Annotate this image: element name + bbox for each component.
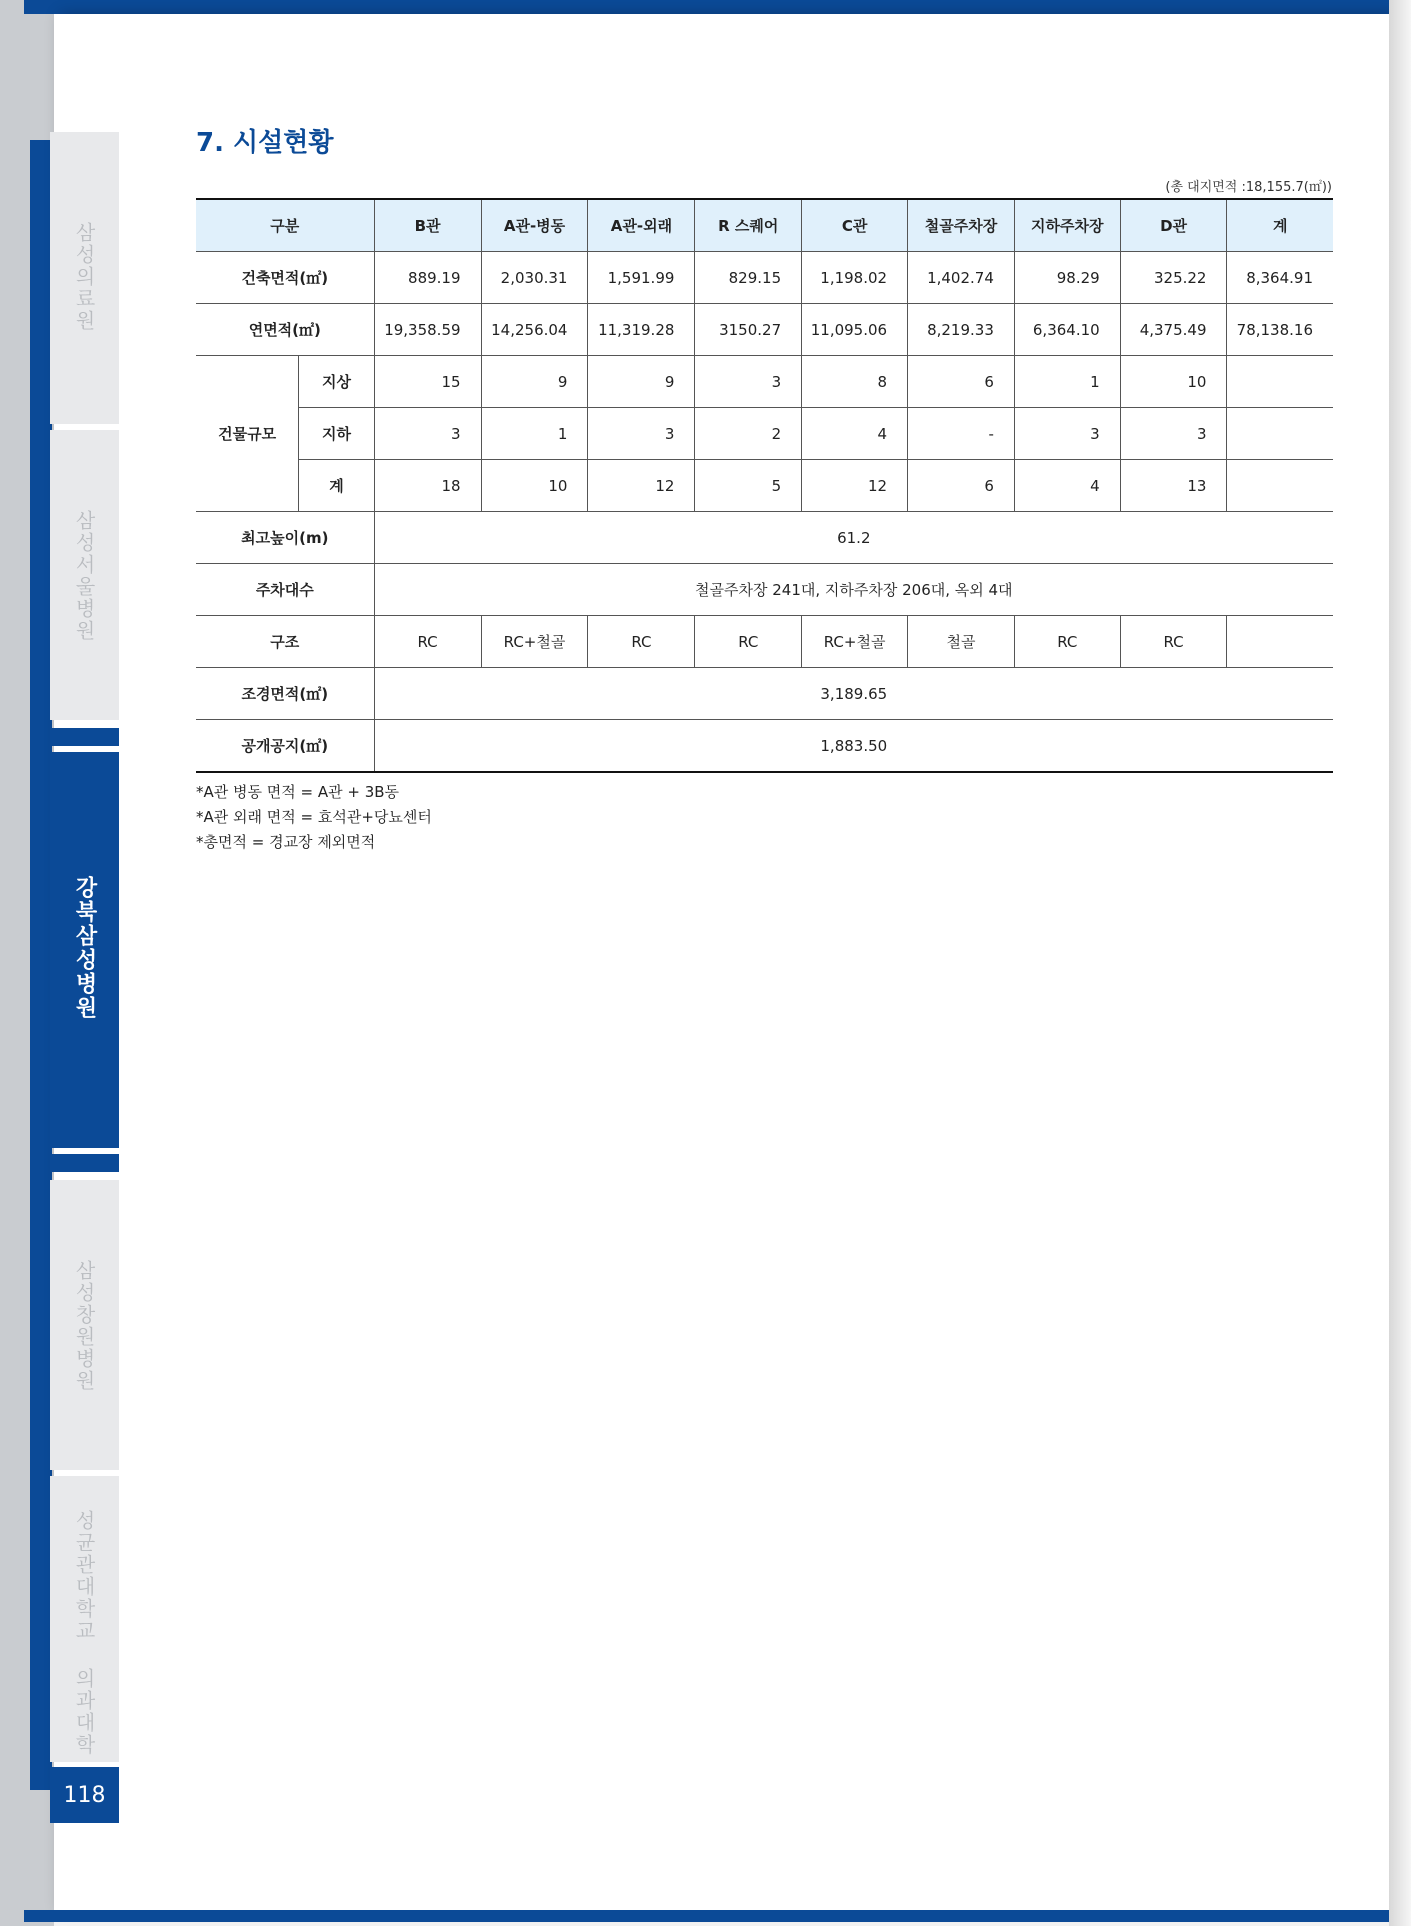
header-cell: 철골주차장	[908, 199, 1015, 252]
table-cell: 3	[374, 408, 481, 460]
side-tab-label: 삼성의료원	[72, 222, 96, 332]
table-cell	[1227, 460, 1333, 512]
table-cell: RC	[695, 616, 802, 668]
header-cell: 지하주차장	[1014, 199, 1120, 252]
table-cell: RC	[374, 616, 481, 668]
side-tab-skku-medicine[interactable]	[50, 1476, 119, 1762]
table-cell: 61.2	[374, 512, 1333, 564]
table-cell: 9	[588, 356, 695, 408]
side-tab-samsung-medical-center[interactable]	[50, 132, 119, 424]
table-row	[196, 720, 1333, 773]
row-sublabel: 계	[299, 460, 374, 512]
footnote: *A관 병동 면적 = A관 + 3B동	[196, 783, 400, 801]
table-row	[196, 616, 1333, 668]
table-cell: 2,030.31	[481, 252, 588, 304]
table-cell: -	[908, 408, 1015, 460]
tab-divider	[50, 728, 119, 746]
table-cell	[1227, 408, 1333, 460]
side-tab-samsung-seoul-hospital[interactable]	[50, 430, 119, 720]
table-cell: 3	[588, 408, 695, 460]
bottom-border	[24, 1910, 1411, 1922]
row-group-label: 건물규모	[196, 356, 299, 512]
facility-status-table	[196, 198, 1333, 773]
spine-accent	[30, 140, 52, 1790]
table-row	[196, 460, 1333, 512]
table-cell: 829.15	[695, 252, 802, 304]
table-cell: 철골	[908, 616, 1015, 668]
row-label: 주차대수	[196, 564, 374, 616]
table-row	[196, 564, 1333, 616]
side-tab-label: 성균관대학교 의과대학	[72, 1510, 96, 1756]
table-cell: 4,375.49	[1120, 304, 1227, 356]
table-row	[196, 512, 1333, 564]
table-cell: 12	[802, 460, 908, 512]
row-sublabel: 지상	[299, 356, 374, 408]
table-cell: 12	[588, 460, 695, 512]
footnote: *A관 외래 면적 = 효석관+당뇨센터	[196, 808, 432, 826]
page-title: 7. 시설현황	[196, 128, 334, 158]
table-cell: 5	[695, 460, 802, 512]
table-cell	[1227, 356, 1333, 408]
table-cell: 889.19	[374, 252, 481, 304]
header-cell: A관-외래	[588, 199, 695, 252]
table-row	[196, 304, 1333, 356]
header-cell: C관	[802, 199, 908, 252]
side-tab-samsung-changwon-hospital[interactable]	[50, 1180, 119, 1470]
side-tab-label: 삼성서울병원	[72, 510, 96, 642]
page-edge-shadow	[1389, 0, 1411, 1926]
tab-divider	[50, 1154, 119, 1172]
table-row	[196, 252, 1333, 304]
table-cell: 3,189.65	[374, 668, 1333, 720]
table-cell: 3	[1120, 408, 1227, 460]
row-label: 조경면적(㎡)	[196, 668, 374, 720]
table-cell: RC	[1120, 616, 1227, 668]
table-cell: RC	[588, 616, 695, 668]
row-label: 공개공지(㎡)	[196, 720, 374, 773]
table-row	[196, 668, 1333, 720]
table-cell: 10	[481, 460, 588, 512]
table-cell: 1,402.74	[908, 252, 1015, 304]
table-cell: 2	[695, 408, 802, 460]
row-label: 건축면적(㎡)	[196, 252, 374, 304]
footnotes	[196, 780, 432, 855]
row-label: 연면적(㎡)	[196, 304, 374, 356]
table-cell: 11,319.28	[588, 304, 695, 356]
table-cell: 1,198.02	[802, 252, 908, 304]
table-cell: 8,364.91	[1227, 252, 1333, 304]
header-cell: R 스퀘어	[695, 199, 802, 252]
table-cell: 1	[481, 408, 588, 460]
side-tab-label: 강북삼성병원	[72, 876, 97, 1020]
table-cell: 8,219.33	[908, 304, 1015, 356]
table-cell: 6	[908, 460, 1015, 512]
table-cell: 78,138.16	[1227, 304, 1333, 356]
table-cell: 8	[802, 356, 908, 408]
total-site-area-note: (총 대지면적 :18,155.7(㎡))	[1165, 180, 1332, 195]
table-cell: 3	[1014, 408, 1120, 460]
header-cell: D관	[1120, 199, 1227, 252]
table-cell: 19,358.59	[374, 304, 481, 356]
table-cell: 6	[908, 356, 1015, 408]
table-header-row	[196, 199, 1333, 252]
table-cell: 1	[1014, 356, 1120, 408]
page-number: 118	[50, 1767, 119, 1823]
header-cell: 계	[1227, 199, 1333, 252]
table-cell: 13	[1120, 460, 1227, 512]
table-cell: 철골주차장 241대, 지하주차장 206대, 옥외 4대	[374, 564, 1333, 616]
header-cell: B관	[374, 199, 481, 252]
table-cell: 3150.27	[695, 304, 802, 356]
table-cell: 18	[374, 460, 481, 512]
table-cell: 11,095.06	[802, 304, 908, 356]
table-cell: 3	[695, 356, 802, 408]
footnote: *총면적 = 경교장 제외면적	[196, 833, 376, 851]
table-cell: 325.22	[1120, 252, 1227, 304]
table-cell: 9	[481, 356, 588, 408]
table-cell	[1227, 616, 1333, 668]
row-label: 최고높이(m)	[196, 512, 374, 564]
header-cell: A관-병동	[481, 199, 588, 252]
table-cell: 15	[374, 356, 481, 408]
table-cell: 10	[1120, 356, 1227, 408]
table-cell: 6,364.10	[1014, 304, 1120, 356]
table-row	[196, 356, 1333, 408]
side-tab-kangbuk-samsung-hospital[interactable]	[50, 752, 119, 1148]
table-cell: 1,883.50	[374, 720, 1333, 773]
table-cell: RC	[1014, 616, 1120, 668]
header-cell: 구분	[196, 199, 374, 252]
table-cell: RC+철골	[481, 616, 588, 668]
table-cell: RC+철골	[802, 616, 908, 668]
table-cell: 1,591.99	[588, 252, 695, 304]
table-cell: 98.29	[1014, 252, 1120, 304]
table-cell: 4	[1014, 460, 1120, 512]
top-border	[24, 0, 1411, 14]
table-cell: 4	[802, 408, 908, 460]
row-sublabel: 지하	[299, 408, 374, 460]
table-cell: 14,256.04	[481, 304, 588, 356]
side-tab-label: 삼성창원병원	[72, 1260, 96, 1392]
table-row	[196, 408, 1333, 460]
row-label: 구조	[196, 616, 374, 668]
